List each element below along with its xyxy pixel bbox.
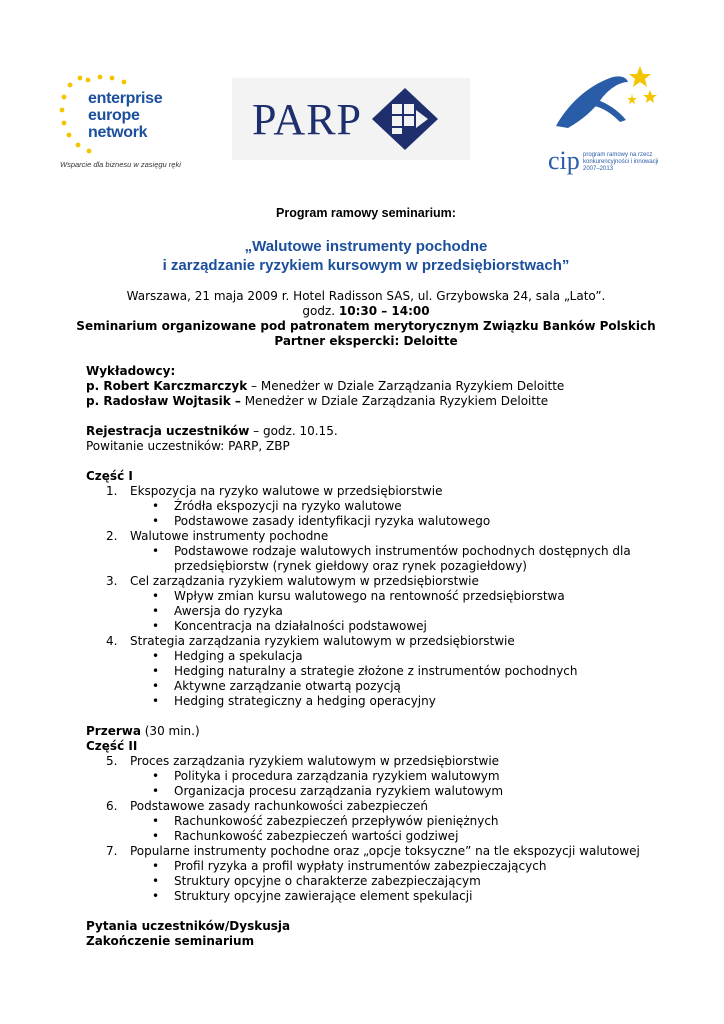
bullet-icon: • (152, 889, 160, 903)
een-line3: network (88, 124, 148, 141)
bullet-text: Organizacja procesu zarządzania ryzykiem walutowym (174, 784, 504, 798)
parp-logo (232, 78, 470, 160)
een-wordmark (88, 90, 162, 141)
item-text: Cel zarządzania ryzykiem walutowym w przedsiębiorstwie (130, 574, 479, 588)
bullet-text: Hedging naturalny a strategie złożone z instrumentów pochodnych (174, 664, 578, 678)
part1-heading: Część I (86, 469, 133, 483)
cip-tag-line2: konkurencyjności i innowacji (583, 159, 659, 165)
list-bullet (86, 499, 646, 514)
list-bullet (86, 649, 646, 664)
item-number: 5. (106, 754, 118, 768)
bullet-icon: • (152, 589, 160, 603)
cip-wordmark: cip (548, 146, 580, 175)
part2-list (86, 754, 646, 904)
list-bullet (86, 544, 646, 574)
list-bullet (86, 829, 646, 844)
list-bullet (86, 889, 646, 904)
bullet-text: Rachunkowość zabezpieczeń przepływów pieniężnych (174, 814, 499, 828)
list-bullet (86, 679, 646, 694)
bullet-icon: • (152, 874, 160, 888)
gazelle-stars-icon (548, 64, 668, 144)
bullet-icon: • (152, 829, 160, 843)
bullet-icon: • (152, 499, 160, 513)
questions-line: Pytania uczestników/Dyskusja (86, 919, 291, 933)
bullet-icon: • (152, 544, 160, 558)
lecturer-role: Menedżer w Dziale Zarządzania Ryzykiem Deloitte (260, 379, 565, 393)
item-number: 4. (106, 634, 118, 648)
bullet-icon: • (152, 649, 160, 663)
bullet-text: Hedging a spekulacja (174, 649, 303, 663)
document-body (76, 206, 656, 949)
bullet-text: Podstawowe rodzaje walutowych instrumentów pochodnych dostępnych dla przedsiębiorstw (rynek giełdowy oraz rynek pozagiełdowy) (174, 544, 631, 573)
list-bullet (86, 769, 646, 784)
patronage-line: Seminarium organizowane pod patronatem merytorycznym Związku Banków Polskich (76, 319, 656, 333)
cip-tag-line1: program ramowy na rzecz (583, 152, 653, 158)
program-heading: Program ramowy seminarium: (276, 206, 456, 220)
een-logo (58, 68, 181, 178)
break-duration: (30 min.) (140, 724, 200, 738)
lecturer-role: Menedżer w Dziale Zarządzania Ryzykiem Deloitte (244, 394, 549, 408)
item-text: Ekspozycja na ryzyko walutowe w przedsiębiorstwie (130, 484, 443, 498)
bullet-icon: • (152, 514, 160, 528)
list-bullet (86, 694, 646, 709)
bullet-text: Rachunkowość zabezpieczeń wartości godziwej (174, 829, 459, 843)
bullet-text: Awersja do ryzyka (174, 604, 283, 618)
list-bullet (86, 514, 646, 529)
bullet-text: Aktywne zarządzanie otwartą pozycją (174, 679, 401, 693)
time-value: 10:30 – 14:00 (338, 304, 430, 318)
cip-tag-line3: 2007–2013 (583, 166, 614, 172)
cip-logo (548, 64, 668, 184)
bullet-text: Profil ryzyka a profil wypłaty instrumentów zabezpieczających (174, 859, 547, 873)
parp-diamond-icon (370, 86, 440, 152)
item-text: Podstawowe zasady rachunkowości zabezpieczeń (130, 799, 428, 813)
bullet-icon: • (152, 694, 160, 708)
registration-line (86, 424, 646, 439)
list-bullet (86, 589, 646, 604)
agenda-item (86, 484, 646, 499)
lecturer-1 (86, 379, 646, 394)
bullet-icon: • (152, 784, 160, 798)
bullet-text: Hedging strategiczny a hedging operacyjny (174, 694, 436, 708)
item-text: Proces zarządzania ryzykiem walutowym w przedsiębiorstwie (130, 754, 500, 768)
logo-bar (0, 0, 724, 200)
header-block (56, 206, 676, 349)
bullet-icon: • (152, 859, 160, 873)
list-bullet (86, 664, 646, 679)
bullet-text: Wpływ zmian kursu walutowego na rentowność przedsiębiorstwa (174, 589, 565, 603)
item-number: 2. (106, 529, 118, 543)
list-bullet (86, 604, 646, 619)
time-line (56, 304, 676, 319)
agenda-item (86, 754, 646, 769)
agenda-item (86, 634, 646, 649)
lecturer-name: p. Robert Karczmarczyk (86, 379, 248, 393)
item-number: 7. (106, 844, 118, 858)
item-number: 6. (106, 799, 118, 813)
agenda-item (86, 799, 646, 814)
bullet-text: Źródła ekspozycji na ryzyko walutowe (174, 499, 402, 513)
bullet-text: Koncentracja na działalności podstawowej (174, 619, 427, 633)
item-text: Popularne instrumenty pochodne oraz „opcje toksyczne” na tle ekspozycji walutowej (130, 844, 640, 858)
bullet-icon: • (152, 769, 160, 783)
bullet-text: Struktury opcyjne zawierające element spekulacji (174, 889, 473, 903)
closing-line: Zakończenie seminarium (86, 934, 255, 948)
welcome-line: Powitanie uczestników: PARP, ZBP (86, 439, 290, 453)
time-prefix: godz. (302, 304, 339, 318)
bullet-text: Podstawowe zasady identyfikacji ryzyka walutowego (174, 514, 491, 528)
bullet-icon: • (152, 619, 160, 633)
list-bullet (86, 784, 646, 799)
star-row-icon (80, 72, 150, 92)
item-number: 3. (106, 574, 118, 588)
lecturers-heading: Wykładowcy: (86, 364, 176, 378)
item-text: Walutowe instrumenty pochodne (130, 529, 329, 543)
seminar-title-line1: „Walutowe instrumenty pochodne (244, 238, 488, 255)
list-bullet (86, 859, 646, 874)
parp-wordmark: PARP (252, 95, 363, 144)
een-line1: enterprise (88, 90, 163, 107)
agenda-item (86, 529, 646, 544)
een-tagline: Wsparcie dla biznesu w zasięgu ręki (60, 160, 181, 169)
bullet-text: Polityka i procedura zarządzania ryzykiem walutowym (174, 769, 500, 783)
bullet-icon: • (152, 814, 160, 828)
venue-line: Warszawa, 21 maja 2009 r. Hotel Radisson SAS, ul. Grzybowska 24, sala „Lato”. (126, 289, 606, 303)
list-bullet (86, 874, 646, 889)
part2-heading: Część II (86, 739, 138, 753)
break-label: Przerwa (86, 724, 141, 738)
bullet-text: Struktury opcyjne o charakterze zabezpieczającym (174, 874, 481, 888)
een-line2: europe (88, 107, 140, 124)
item-number: 1. (106, 484, 118, 498)
break-line (86, 724, 646, 739)
registration-time: – godz. 10.15. (249, 424, 338, 438)
list-bullet (86, 619, 646, 634)
agenda-item (86, 574, 646, 589)
bullet-icon: • (152, 604, 160, 618)
agenda-item (86, 844, 646, 859)
lecturer-name: p. Radosław Wojtasik – (86, 394, 241, 408)
lecturer-2 (86, 394, 646, 409)
registration-label: Rejestracja uczestników (86, 424, 250, 438)
bullet-icon: • (152, 664, 160, 678)
bullet-icon: • (152, 679, 160, 693)
list-bullet (86, 814, 646, 829)
lecturer-sep: – (247, 379, 261, 393)
partner-line: Partner ekspercki: Deloitte (274, 334, 458, 348)
seminar-title-line2: i zarządzanie ryzykiem kursowym w przedsiębiorstwach” (162, 257, 570, 274)
item-text: Strategia zarządzania ryzykiem walutowym w przedsiębiorstwie (130, 634, 515, 648)
part1-list (86, 484, 646, 709)
cip-tagline (583, 152, 658, 173)
